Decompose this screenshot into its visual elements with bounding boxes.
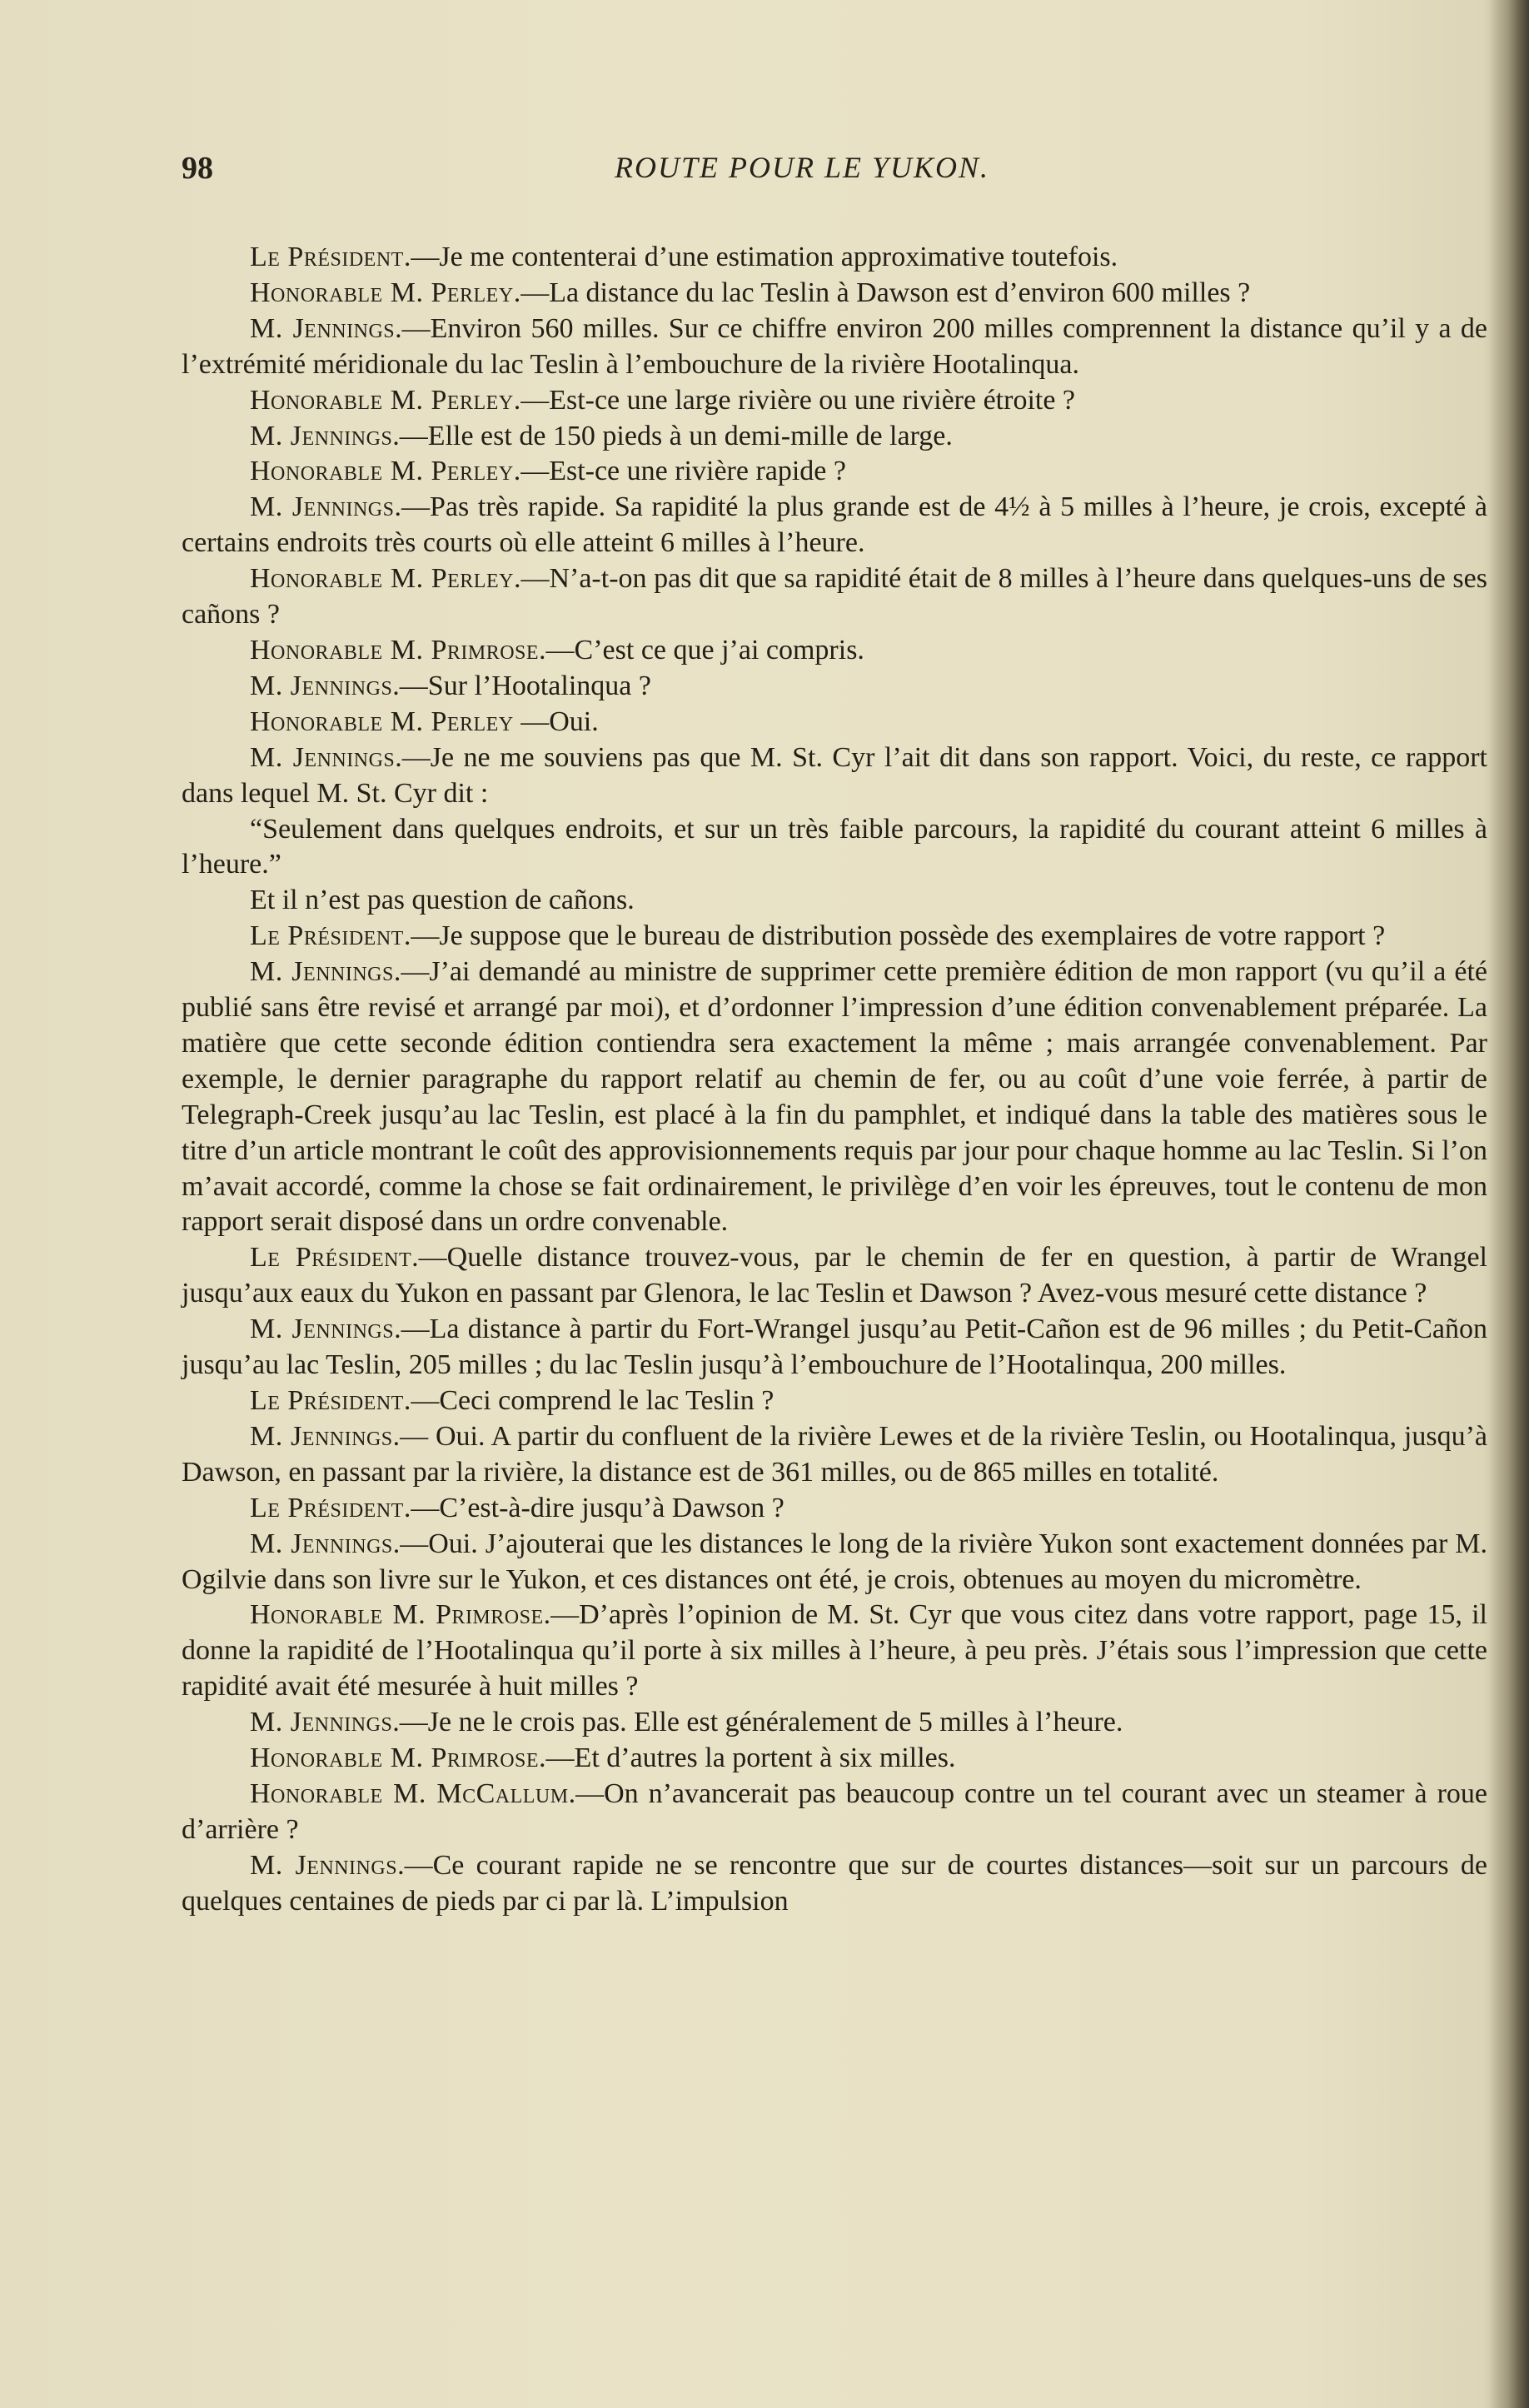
paragraph-text: .— Oui. A partir du confluent de la rivière Lewes et de la rivière Teslin, ou Hootalinqua, jusqu’à Dawson, en passant par la rivière, la distance est de 361 milles, ou de 865 milles en totalité.: [182, 1420, 1487, 1488]
paragraph-text: .—Et d’autres la portent à six milles.: [539, 1742, 956, 1774]
paragraph-text: .—Oui. J’ajouterai que les distances le long de la rivière Yukon sont exactement données par M. Ogilvie dans son livre sur le Yukon, et ces distances ont été, je crois, obtenues au moyen du micromètre.: [182, 1528, 1487, 1595]
paragraph-text: Et il n’est pas question de cañons.: [250, 885, 635, 916]
paragraph-text: .—C’est ce que j’ai compris.: [539, 634, 864, 666]
speaker: M. Jennings: [250, 670, 393, 701]
paragraph-text: .—J’ai demandé au ministre de supprimer cette première édition de mon rapport (vu qu’il a été publié sans être revisé et arrangé par moi), et d’ordonner l’impression d’une édition convenablement préparée. La matière que cette seconde édition contiendra sera exactement la même ; mais arrangée convenablement. Par exemple, le dernier paragraphe du rapport relatif au chemin de fer, ou au coût d’une voie ferrée, à partir de Telegraph-Creek jusqu’au lac Teslin, est placé à la fin du pamphlet, et indiqué dans la table des matières sous le titre d’un article montrant le coût des approvisionnements requis par jour pour chaque homme au lac Teslin. Si l’on m’avait accordé, comme la chose se fait ordinairement, le privilège d’en voir les épreuves, tout le contenu de mon rapport serait disposé dans un ordre convenable.: [182, 956, 1487, 1238]
page-number: 98: [182, 151, 213, 186]
speaker: Le Président: [250, 1492, 404, 1523]
running-title: ROUTE POUR LE YUKON.: [615, 151, 990, 184]
paragraph-text: .—Environ 560 milles. Sur ce chiffre environ 200 milles comprennent la distance qu’il y a de l’extrémité méridionale du lac Teslin à l’embouchure de la rivière Hootalinqua.: [182, 312, 1488, 380]
paragraph-text: .—La distance du lac Teslin à Dawson est d’environ 600 milles ?: [513, 277, 1251, 308]
speaker: M. Jennings: [250, 420, 393, 451]
speaker: M. Jennings: [250, 312, 396, 344]
speaker: Le Président: [250, 1385, 404, 1416]
paragraph-text: .—Est-ce une rivière rapide ?: [513, 456, 846, 487]
paragraph-text: .—D’après l’opinion de M. St. Cyr que vous citez dans votre rapport, page 15, il donne la rapidité de l’Hootalinqua qu’il porte à six milles à l’heure, à peu près. J’étais sous l’impression que cette rapidité avait été mesurée à huit milles ?: [182, 1599, 1488, 1703]
speaker: Honorable M. Primrose: [250, 1599, 544, 1631]
speaker: Honorable M. Primrose: [250, 634, 540, 666]
paragraph-text: .—La distance à partir du Fort-Wrangel jusqu’au Petit-Cañon est de 96 milles ; du Petit-Cañon jusqu’au lac Teslin, 205 milles ; du lac Teslin jusqu’à l’embouchure de l’Hootalinqua, 200 milles.: [182, 1314, 1487, 1381]
paragraph-text: .—Ce courant rapide ne se rencontre que sur de courtes distances—soit sur un parcours de quelques centaines de pieds par ci par là. L’impulsion: [182, 1849, 1487, 1917]
speaker: M. Jennings: [250, 1314, 395, 1345]
speaker: M. Jennings: [250, 956, 394, 988]
paragraph: [182, 1419, 1487, 1491]
paragraph-text: .—On n’avancerait pas beaucoup contre un tel courant avec un steamer à roue d’arrière ?: [182, 1777, 1487, 1845]
speaker: Honorable M. Primrose: [250, 1742, 540, 1774]
paragraph: [182, 454, 1487, 490]
speaker: Le Président: [250, 1242, 412, 1274]
speaker: Honorable M. McCallum: [250, 1777, 569, 1809]
paragraph: [182, 812, 1487, 884]
paragraph: [182, 1240, 1487, 1312]
paragraph: [182, 312, 1487, 383]
paragraph: [182, 1491, 1487, 1527]
paragraph-text: .—Je me contenterai d’une estimation approximative toutefois.: [403, 242, 1118, 272]
paragraph-text: .—Elle est de 150 pieds à un demi-mille de large.: [392, 420, 953, 451]
paragraph: [182, 955, 1487, 1240]
paragraph: [182, 705, 1487, 740]
paragraph: [182, 633, 1487, 669]
paragraph: [182, 561, 1487, 633]
body-text: [182, 240, 1487, 1920]
paragraph: [182, 919, 1487, 955]
paragraph: [182, 1598, 1487, 1705]
speaker: Honorable M. Perley: [250, 277, 514, 308]
paragraph: [182, 383, 1487, 419]
paragraph: [182, 1383, 1487, 1419]
paragraph-text: .—Sur l’Hootalinqua ?: [392, 670, 651, 701]
paragraph: [182, 1848, 1487, 1920]
paragraph-text: .—Quelle distance trouvez-vous, par le chemin de fer en question, à partir de Wrangel jusqu’aux eaux du Yukon en passant par Glenora, le lac Teslin et Dawson ? Avez-vous mesuré cette distance ?: [182, 1242, 1487, 1309]
paragraph-text: .—C’est-à-dire jusqu’à Dawson ?: [403, 1492, 784, 1523]
speaker: M. Jennings: [250, 1528, 393, 1559]
page-header: [182, 150, 1487, 200]
paragraph: [182, 669, 1487, 705]
paragraph-text: .—N’a-t-on pas dit que sa rapidité était de 8 milles à l’heure dans quelques-uns de ses cañons ?: [182, 563, 1487, 631]
paragraph-text: .—Pas très rapide. Sa rapidité la plus grande est de 4½ à 5 milles à l’heure, je crois, excepté à certains endroits très courts où elle atteint 6 milles à l’heure.: [182, 491, 1487, 559]
paragraph-text: “Seulement dans quelques endroits, et sur un très faible parcours, la rapidité du courant atteint 6 milles à l’heure.”: [182, 813, 1487, 880]
paragraph: [182, 419, 1487, 455]
paragraph: [182, 1705, 1487, 1741]
speaker: M. Jennings: [250, 491, 395, 523]
paragraph-text: .—Je ne le crois pas. Elle est généralement de 5 milles à l’heure.: [392, 1707, 1123, 1738]
paragraph: [182, 276, 1487, 312]
paragraph-text: .—Est-ce une large rivière ou une rivière étroite ?: [513, 384, 1076, 416]
speaker: Le Président: [250, 242, 404, 272]
speaker: M. Jennings: [250, 1420, 393, 1452]
binding-edge-shadow: [1489, 0, 1529, 2408]
paragraph: [182, 1527, 1487, 1598]
paragraph-text: .—Ceci comprend le lac Teslin ?: [403, 1385, 774, 1416]
speaker: Honorable M. Perley: [250, 563, 514, 595]
paragraph: [182, 1312, 1487, 1383]
speaker: Honorable M. Perley: [250, 384, 514, 416]
paragraph: [182, 1777, 1487, 1848]
paragraph: [182, 883, 1487, 919]
paragraph: [182, 1741, 1487, 1777]
paragraph: [182, 740, 1487, 812]
speaker: M. Jennings: [250, 741, 396, 773]
speaker: Le Président: [250, 920, 404, 952]
speaker: M. Jennings: [250, 1707, 393, 1738]
speaker: Honorable M. Perley: [250, 456, 514, 487]
speaker: Honorable M. Perley: [250, 705, 514, 737]
paragraph-text: —Oui.: [513, 705, 599, 737]
paragraph-text: .—Je suppose que le bureau de distribution possède des exemplaires de votre rapport ?: [403, 920, 1386, 952]
paragraph: [182, 240, 1487, 276]
paragraph-text: .—Je ne me souviens pas que M. St. Cyr l’ait dit dans son rapport. Voici, du reste, ce rapport dans lequel M. St. Cyr dit :: [182, 741, 1487, 809]
paragraph: [182, 490, 1487, 561]
speaker: M. Jennings: [250, 1849, 398, 1881]
